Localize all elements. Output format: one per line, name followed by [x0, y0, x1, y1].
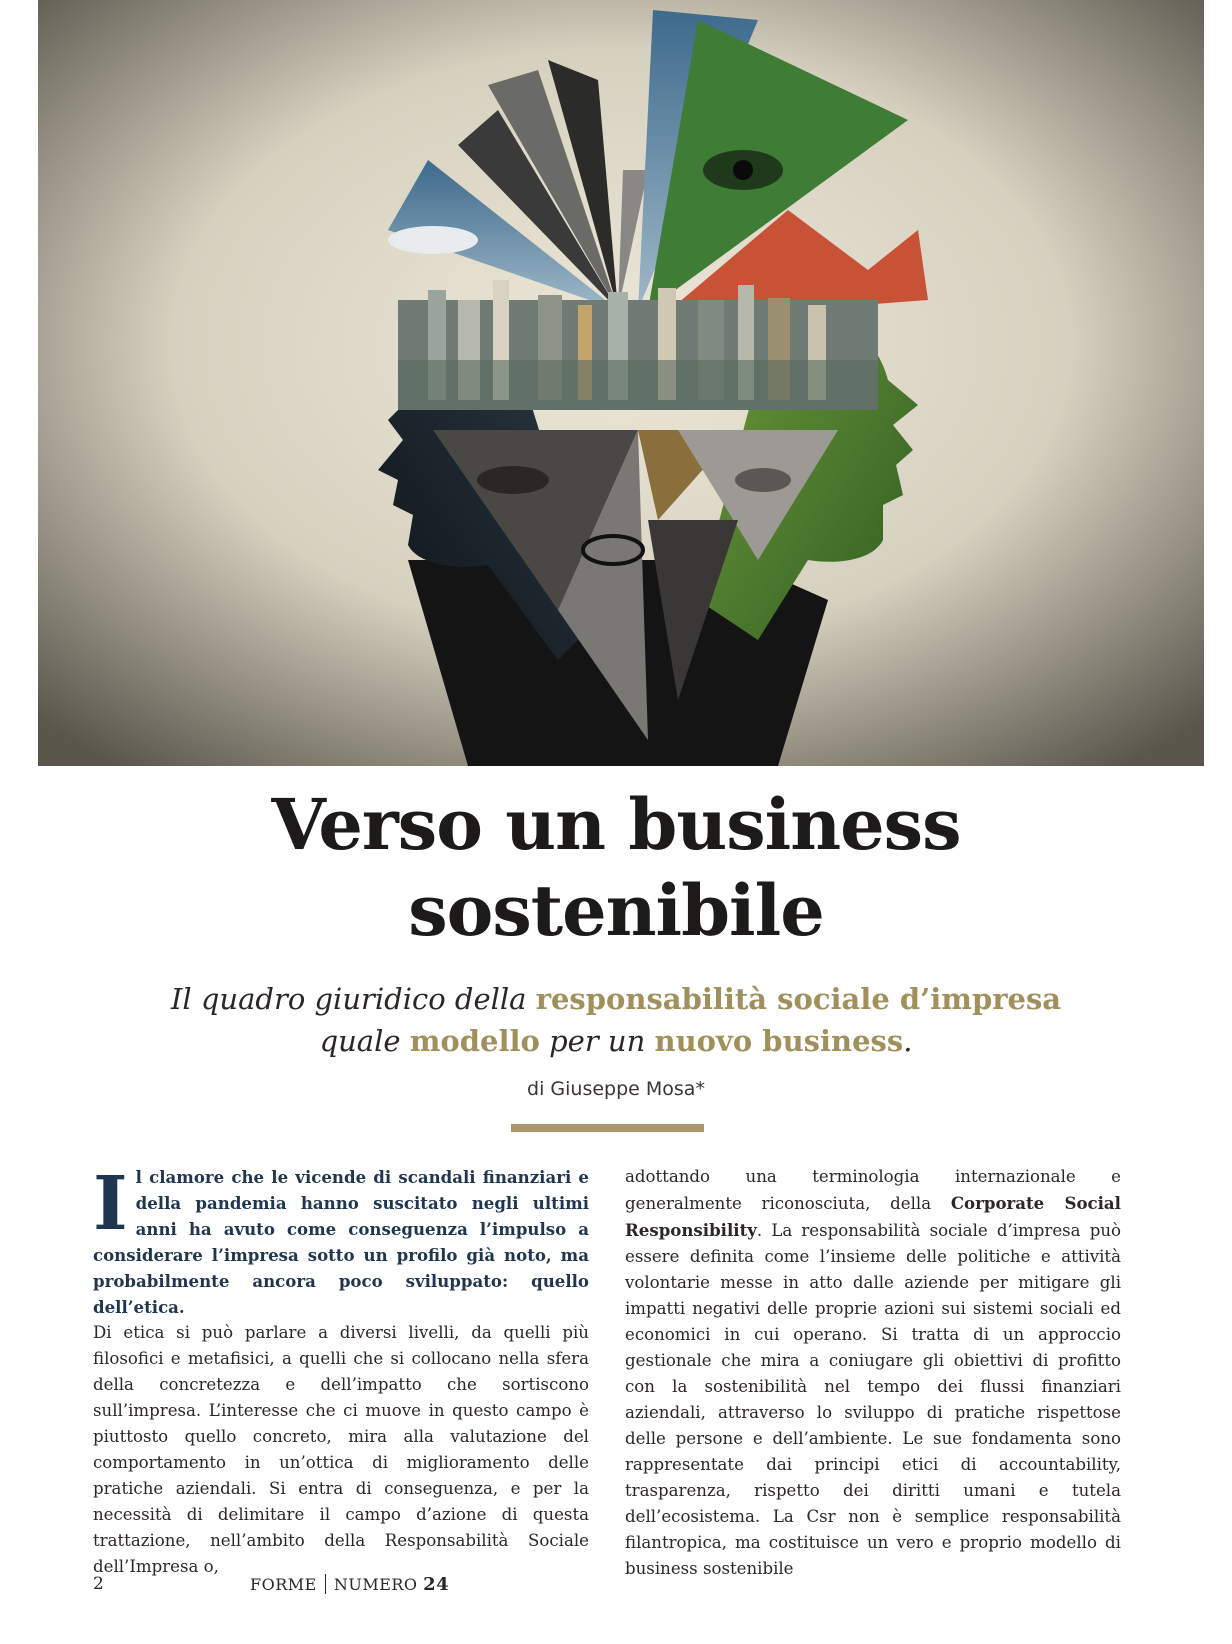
- body-column-left: [93, 1161, 589, 1580]
- drop-cap: I: [93, 1161, 128, 1247]
- body-paragraph: [625, 1164, 1121, 1582]
- page-number: 2: [93, 1574, 104, 1594]
- subtitle-highlight: responsabilità sociale d’impresa: [535, 982, 1062, 1016]
- subtitle-text: .: [903, 1024, 913, 1058]
- magazine-footer: [250, 1574, 449, 1595]
- lead-paragraph: [93, 1161, 589, 1320]
- subtitle-line-2: [0, 1020, 1232, 1062]
- subtitle-text: Il quadro giuridico della: [170, 982, 536, 1016]
- title-line-2: sostenibile: [408, 869, 824, 952]
- body-column-right: [625, 1164, 1121, 1582]
- body-text: adottando una terminologia internazionale e generalmente riconosciuta, della: [625, 1167, 1121, 1213]
- issue-number: 24: [423, 1574, 450, 1595]
- body-text: . La responsabilità sociale d’impresa può essere definita come l’insieme delle politiche e attività volontarie messe in atto dalle aziende per mitigare gli impatti negativi delle proprie azioni sui sistemi sociali ed economici in cui operano. Si tratta di un approccio gestionale che mira a coniugare gli obiettivi di profitto con la sostenibilità nel tempo dei flussi finanziari aziendali, attraverso lo sviluppo di pratiche rispettose delle persone e dell’ambiente. Le sue fondamenta sono rappresentate dai principi etici di accountability, trasparenza, rispetto dei diritti umani e tutela dell’ecosistema. La Csr non è semplice responsabilità filantropica, ma costituisce un vero e proprio modello di business sostenibile: [625, 1221, 1121, 1578]
- title-line-1: Verso un business: [271, 783, 961, 866]
- article-subtitle: [0, 978, 1232, 1062]
- subtitle-line-1: [0, 978, 1232, 1020]
- subtitle-text: per un: [539, 1024, 655, 1058]
- collage-heads-image: [38, 0, 1204, 766]
- footer-separator: [325, 1574, 326, 1594]
- subtitle-highlight: modello: [409, 1024, 540, 1058]
- article-title: [0, 782, 1232, 954]
- subtitle-highlight: nuovo business: [654, 1024, 904, 1058]
- lead-text: l clamore che le vicende di scandali finanziari e della pandemia hanno suscitato negli ultimi anni ha avuto come conseguenza l’impulso a considerare l’impresa sotto un profilo già noto, ma probabilmente ancora poco sviluppato: quello dell’etica.: [93, 1167, 589, 1317]
- hero-illustration: [38, 0, 1204, 766]
- subtitle-text: quale: [319, 1024, 410, 1058]
- issue-label: NUMERO: [333, 1575, 418, 1594]
- author-byline: di Giuseppe Mosa*: [527, 1078, 705, 1100]
- body-paragraph: Di etica si può parlare a diversi livelli, da quelli più filosofici e metafisici, a quelli che si collocano nella sfera della concretezza e dell’impatto che sortiscono sull’impresa. L’interesse che ci muove in questo campo è piuttosto quello concreto, mira alla valutazione del comportamento in un’ottica di miglioramento delle pratiche aziendali. Si entra di conseguenza, e per la necessità di delimitare il campo d’azione di questa trattazione, nell’ambito della Responsabilità Sociale dell’Impresa o,: [93, 1323, 589, 1576]
- decorative-rule: [511, 1124, 704, 1132]
- magazine-name: FORME: [250, 1575, 317, 1594]
- body-bold-term: Corporate Social Responsibility: [625, 1193, 1121, 1240]
